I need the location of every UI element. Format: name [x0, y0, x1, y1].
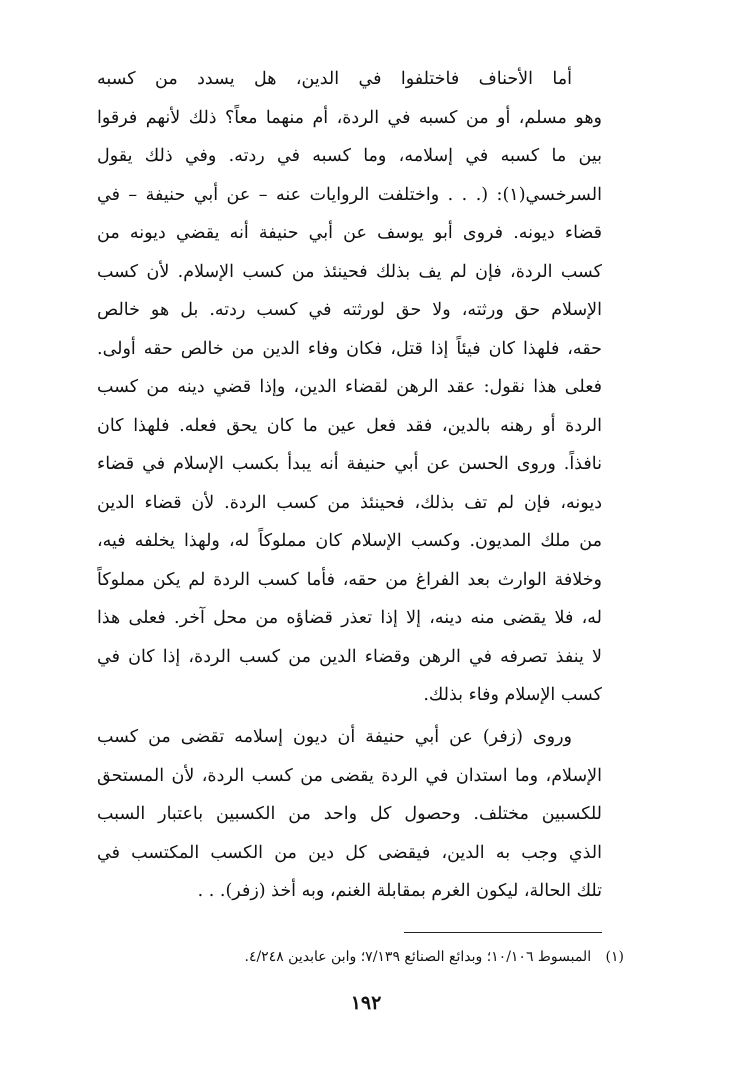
text-line: حقه، فلهذا كان فيئاً إذا قتل، فكان وفاء الدين من خالص حقه أولى.: [97, 338, 602, 359]
text-line: له، فلا يقضى منه دينه، إلا إذا تعذر قضاؤه من محل آخر. فعلى هذا: [97, 608, 602, 628]
text-line: أما الأحناف فاختلفوا في الدين، هل يسدد من كسبه: [97, 69, 572, 89]
paragraph-2: [97, 718, 602, 911]
text-line: السرخسي(١): (. . . واختلفت الروايات عنه – عن أبي حنيفة – في: [97, 184, 602, 205]
text-line: فعلى هذا نقول: عقد الرهن لقضاء الدين، وإذا قضي دينه من كسب: [97, 377, 602, 397]
text-line: وخلافة الوارث بعد الفراغ من حقه، فأما كسب الردة لم يكن مملوكاً: [97, 569, 602, 590]
text-line: نافذاً. وروى الحسن عن أبي حنيفة أنه يبدأ بكسب الإسلام في قضاء: [97, 454, 602, 474]
text-line: الذي وجب به الدين، فيقضى كل دين من الكسب المكتسب في: [97, 842, 602, 863]
text-line: الإسلام حق ورثته، ولا حق لورثته في كسب ردته. بل هو خالص: [97, 300, 602, 320]
text-line: بين ما كسبه في إسلامه، وما كسبه في ردته. وفي ذلك يقول: [97, 146, 602, 166]
text-line: ديونه، فإن لم تف بذلك، فحينئذ من كسب الردة. لأن قضاء الدين: [97, 492, 602, 513]
footnote-text: المبسوط ١٠/١٠٦؛ وبدائع الصنائع ٧/١٣٩؛ وابن عابدين ٤/٢٤٨.: [244, 949, 592, 965]
footnote-separator: [404, 932, 602, 933]
text-line: الردة أو رهنه بالدين، فقد فعل عين ما كان يحق فعله. فلهذا كان: [97, 415, 602, 436]
text-line: للكسبين مختلف. وحصول كل واحد من الكسبين باعتبار السبب: [97, 804, 602, 824]
text-line: قضاء ديونه. فروى أبو يوسف عن أبي حنيفة أنه يقضي ديونه من: [97, 223, 602, 243]
text-line: كسب الردة، فإن لم يف بذلك فحينئذ من كسب الإسلام. لأن كسب: [97, 261, 602, 282]
text-line: لا ينفذ تصرفه في الرهن وقضاء الدين من كسب الردة، إذا كان في: [97, 646, 602, 667]
text-line: وروى (زفر) عن أبي حنيفة أن ديون إسلامه تقضى من كسب: [97, 727, 572, 747]
text-line: تلك الحالة، ليكون الغرم بمقابلة الغنم، وبه أخذ (زفر). . .: [197, 881, 602, 901]
footnote-marker: (١): [605, 949, 624, 965]
text-line: وهو مسلم، أو من كسبه في الردة، أم منهما معاً؟ ذلك لأنهم فرقوا: [97, 107, 602, 128]
page-number: ١٩٢: [350, 992, 382, 1014]
text-line: الإسلام، وما استدان في الردة يقضى من كسب الردة، لأن المستحق: [97, 765, 602, 786]
text-line: من ملك المديون. وكسب الإسلام كان مملوكاً له، ولهذا يخلفه فيه،: [97, 531, 602, 551]
footnote: [94, 944, 624, 970]
paragraph-1: [97, 60, 602, 715]
text-line: كسب الإسلام وفاء بذلك.: [423, 685, 602, 705]
